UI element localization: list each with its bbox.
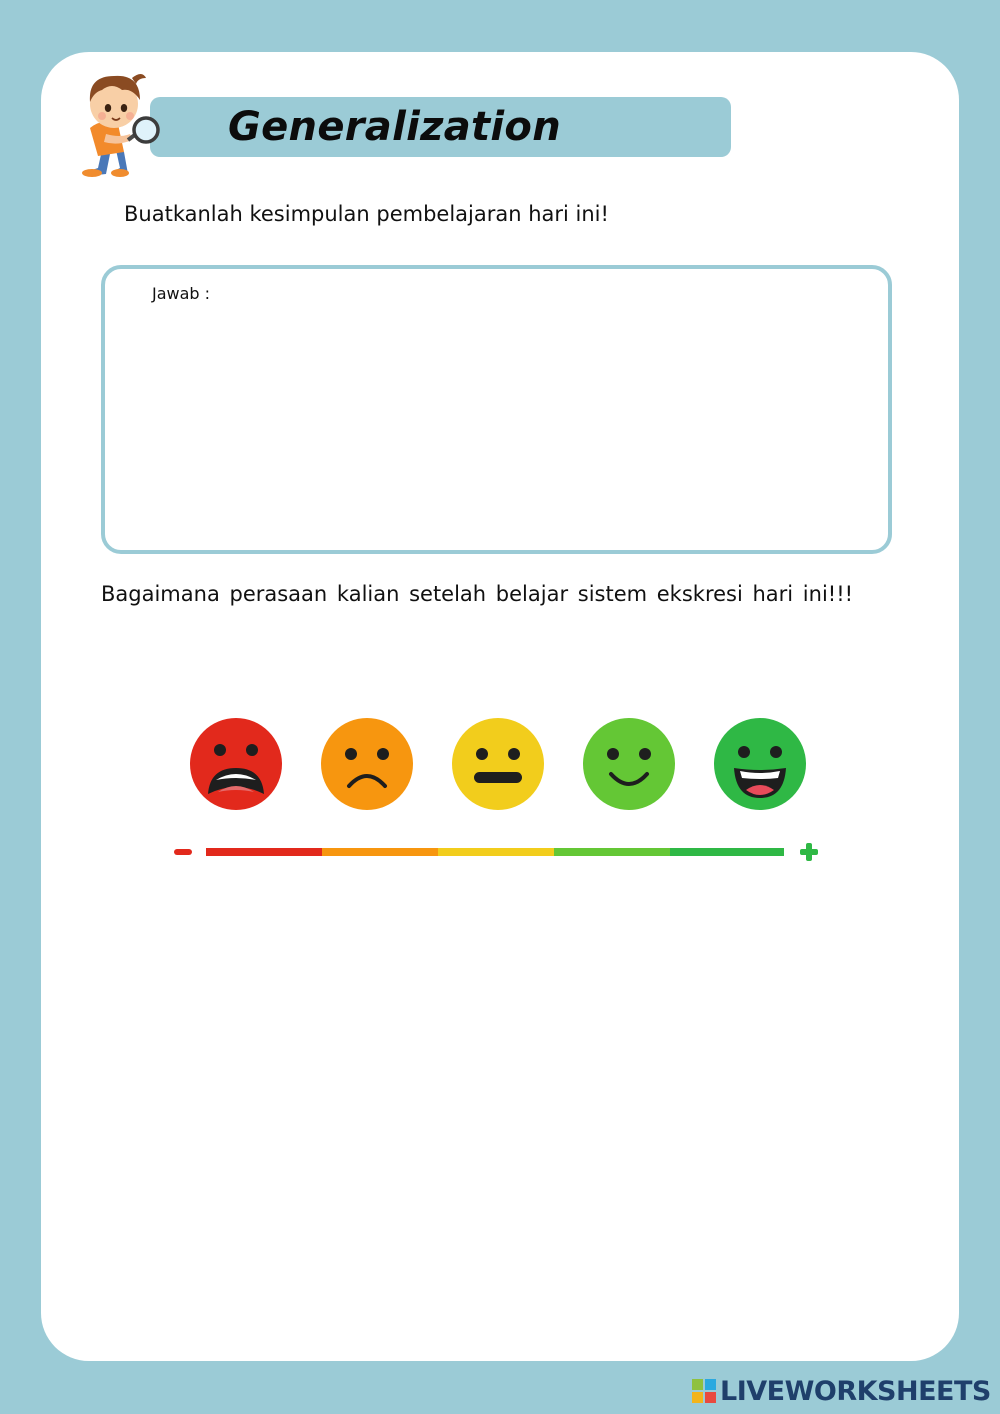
liveworksheets-logo-icon <box>692 1379 716 1403</box>
neutral-face-icon[interactable] <box>450 716 546 812</box>
angry-face-icon[interactable] <box>188 716 284 812</box>
liveworksheets-logo[interactable] <box>692 1374 991 1408</box>
minus-icon <box>174 849 192 855</box>
plus-icon <box>800 843 818 861</box>
sad-face-icon[interactable] <box>319 716 415 812</box>
mood-scale-bar <box>168 838 828 868</box>
boy-with-magnifier-icon <box>72 68 164 178</box>
brand-name: LIVEWORKSHEETS <box>720 1375 991 1407</box>
grin-face-icon[interactable] <box>712 716 808 812</box>
feeling-question: Bagaimana perasaan kalian setelah belajar sistem ekskresi hari ini!!! <box>101 582 854 606</box>
answer-textarea[interactable] <box>101 265 892 554</box>
worksheet-page <box>41 52 959 1361</box>
answer-label: Jawab : <box>152 284 211 303</box>
instruction-text: Buatkanlah kesimpulan pembelajaran hari ini! <box>124 202 609 226</box>
page-title: Generalization <box>228 104 561 150</box>
smile-face-icon[interactable] <box>581 716 677 812</box>
